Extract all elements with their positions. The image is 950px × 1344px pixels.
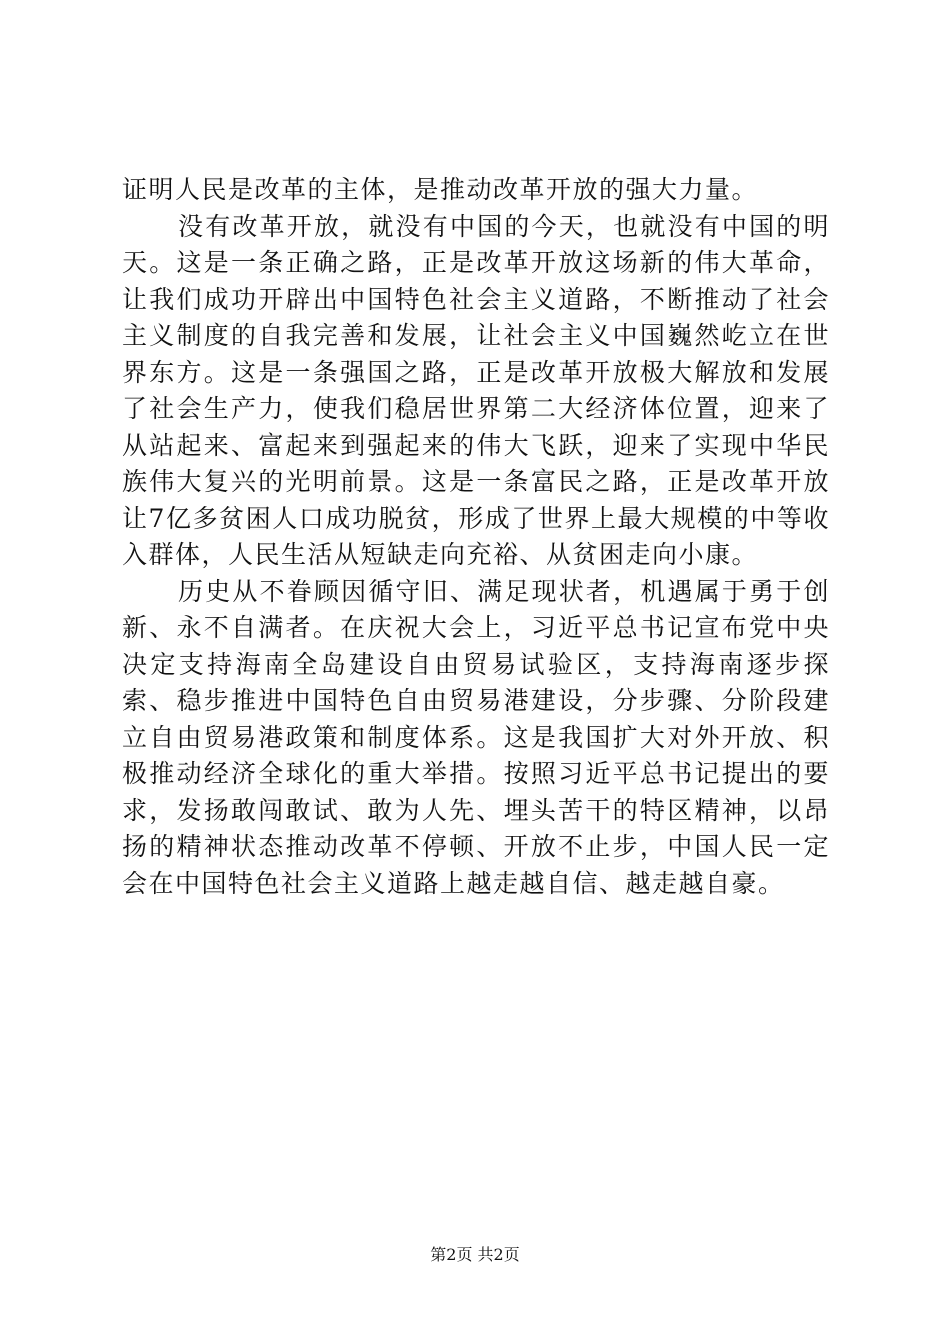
paragraph-1: 证明人民是改革的主体，是推动改革开放的强大力量。: [122, 175, 759, 204]
page-footer: 第2页 共2页: [430, 1245, 520, 1264]
paragraph-2: 没有改革开放，就没有中国的今天，也就没有中国的明天。这是一条正确之路，正是改革开放这场新的伟大革命，让我们成功开辟出中国特色社会主义道路，不断推动了社会主义制度的自我完善和发展，让社会主义中国巍然屹立在世界东方。这是一条强国之路，正是改革开放极大解放和发展了社会生产力，使我们稳居世界第二大经济体位置，迎来了从站起来、富起来到强起来的伟大飞跃，迎来了实现中华民族伟大复兴的光明前景。这是一条富民之路，正是改革开放让7亿多贫困人口成功脱贫，形成了世界上最大规模的中等收入群体，人民生活从短缺走向充裕、从贫困走向小康。: [122, 211, 830, 569]
paragraph-3: 历史从不眷顾因循守旧、满足现状者，机遇属于勇于创新、永不自满者。在庆祝大会上，习近平总书记宣布党中央决定支持海南全岛建设自由贸易试验区，支持海南逐步探索、稳步推进中国特色自由贸易港建设，分步骤、分阶段建立自由贸易港政策和制度体系。这是我国扩大对外开放、积极推动经济全球化的重大举措。按照习近平总书记提出的要求，发扬敢闯敢试、敢为人先、埋头苦干的特区精神，以昂扬的精神状态推动改革不停顿、开放不止步，中国人民一定会在中国特色社会主义道路上越走越自信、越走越自豪。: [122, 576, 830, 898]
document-body: [122, 172, 830, 902]
